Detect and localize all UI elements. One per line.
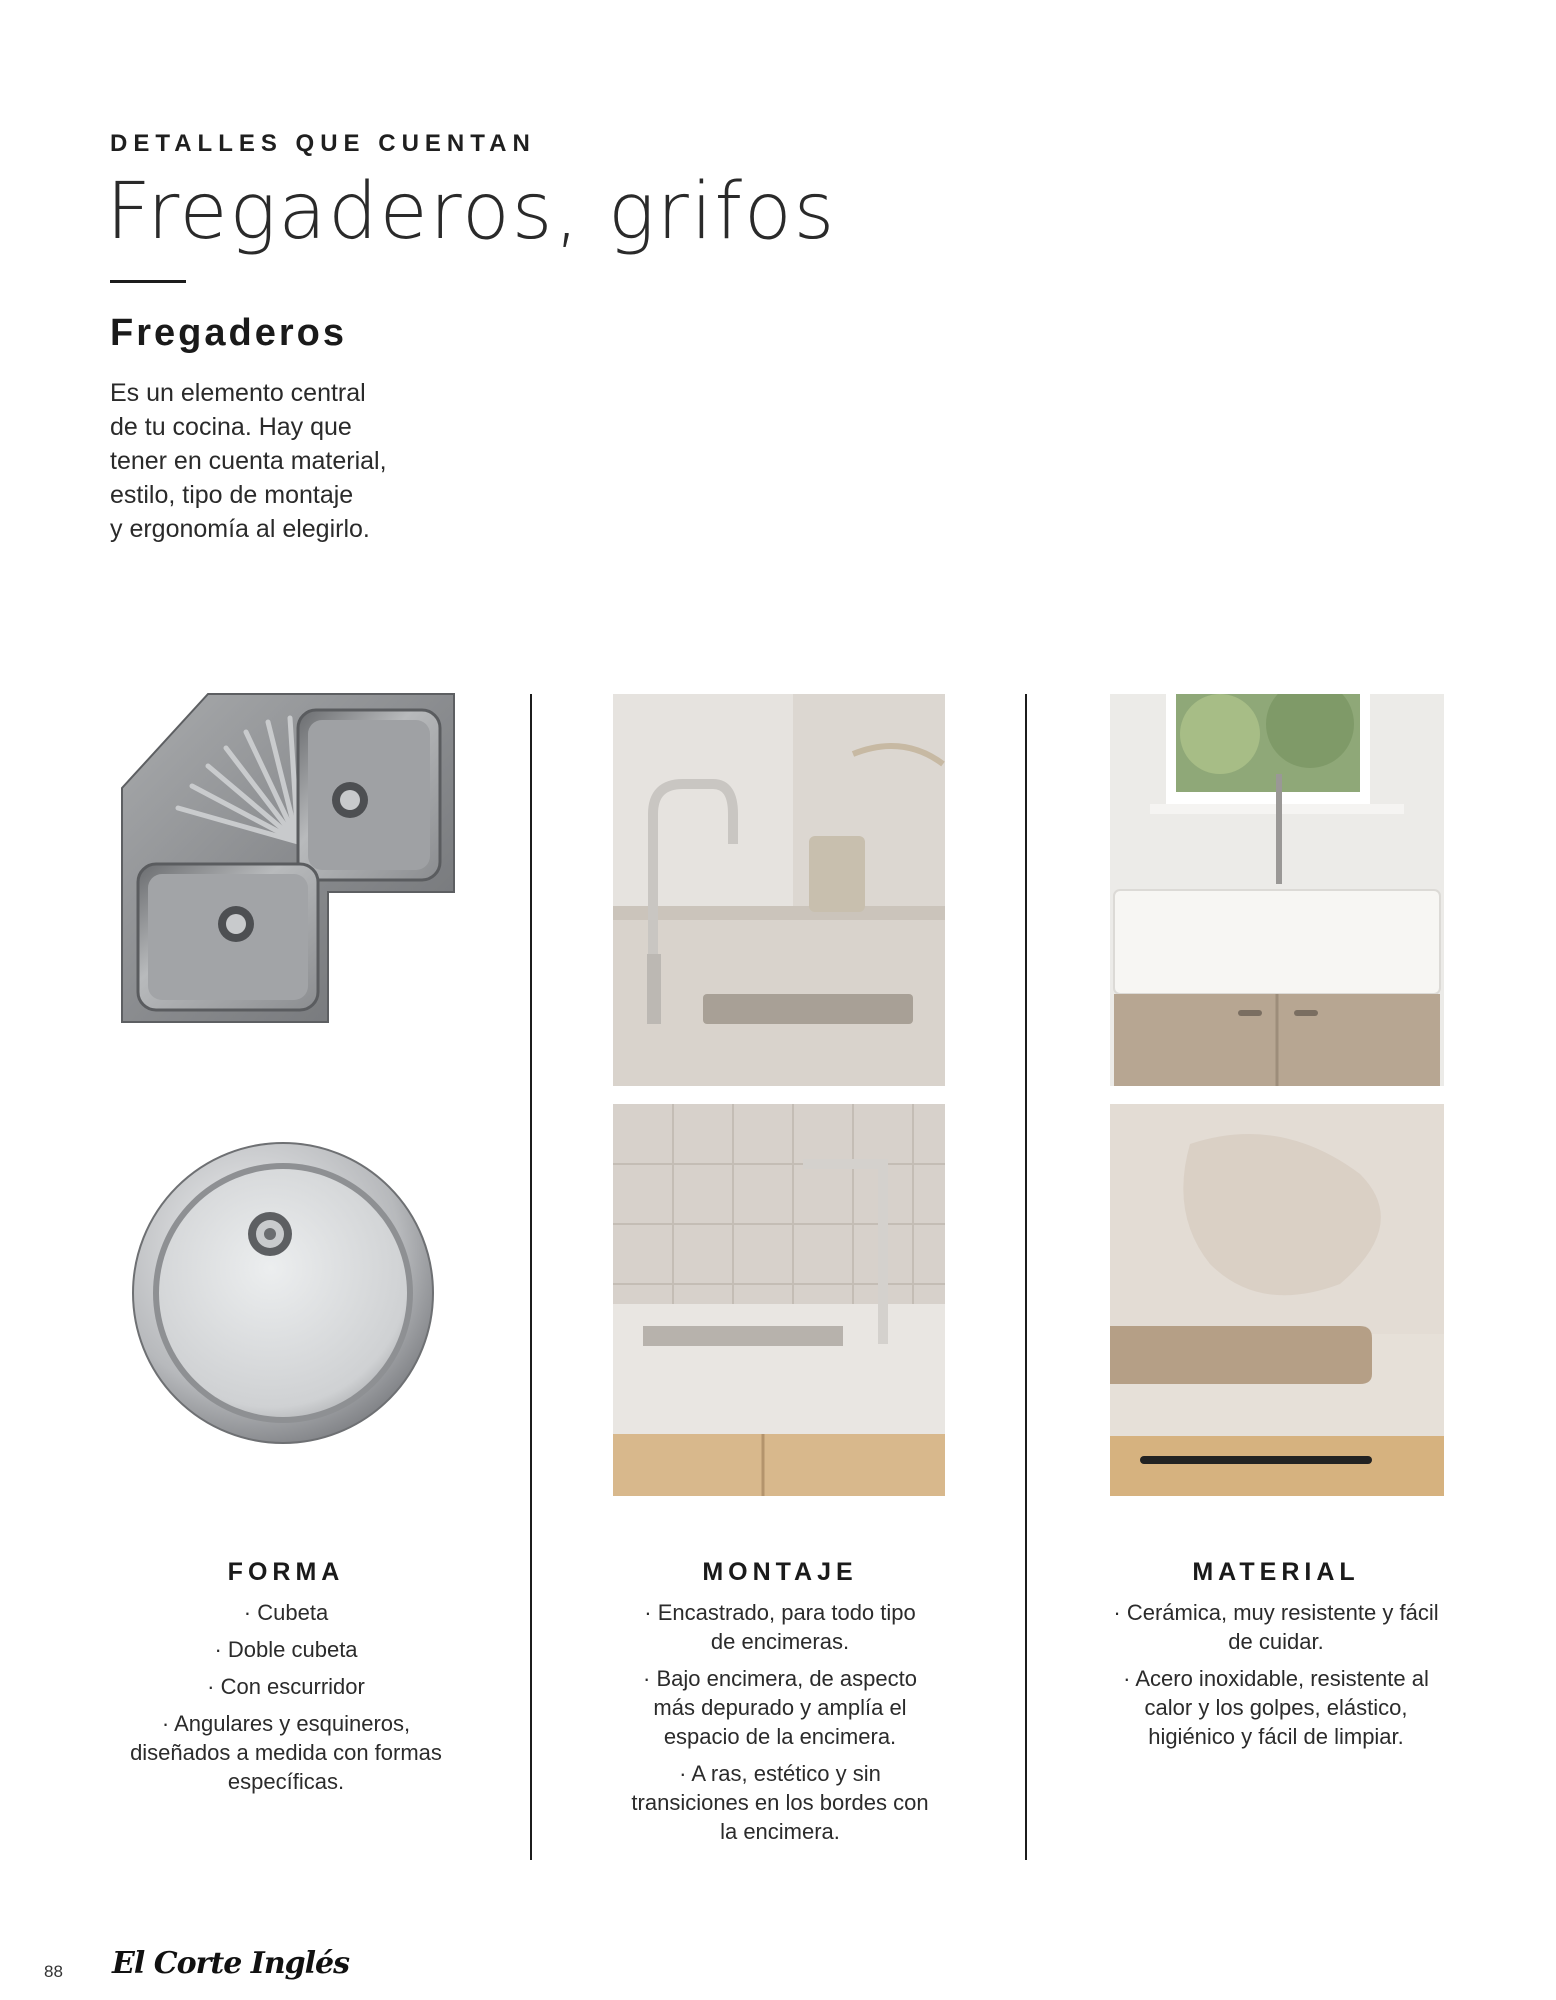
round-sink-image — [130, 1140, 436, 1446]
list-item: · A ras, estético y sin transiciones en los bordes con la encimera. — [631, 1761, 929, 1844]
steel-undermount-photo — [1110, 1104, 1444, 1496]
list-item: · Encastrado, para todo tipo de encimeras. — [644, 1600, 916, 1654]
corner-double-sink-image — [118, 692, 458, 1024]
intro-text — [110, 376, 470, 546]
forma-list — [116, 1598, 456, 1804]
list-item: · Acero inoxidable, resistente al calor y los golpes, elástico, higiénico y fácil de limpiar. — [1123, 1666, 1429, 1749]
column-divider-left — [530, 694, 532, 1860]
list-item: · Con escurridor — [207, 1674, 365, 1699]
intro-line: Es un elemento central — [110, 379, 366, 407]
section-kicker: DETALLES QUE CUENTAN — [110, 130, 536, 157]
montaje-heading: MONTAJE — [702, 1558, 858, 1586]
list-item: · Cubeta — [243, 1600, 329, 1625]
brand-logo: El Corte Inglés — [112, 1946, 349, 1981]
page-number: 88 — [44, 1962, 63, 1981]
list-item: · Doble cubeta — [214, 1637, 358, 1662]
material-heading: MATERIAL — [1192, 1558, 1360, 1586]
intro-line: estilo, tipo de montaje — [110, 481, 354, 509]
intro-line: tener en cuenta material, — [110, 447, 387, 475]
intro-line: y ergonomía al elegirlo. — [110, 515, 370, 543]
ceramic-sink-photo — [1110, 694, 1444, 1086]
material-list — [1106, 1598, 1446, 1759]
inset-sink-photo — [613, 694, 945, 1086]
montaje-list — [630, 1598, 930, 1854]
title-divider — [110, 280, 186, 283]
list-item: · Bajo encimera, de aspecto más depurado y amplía el espacio de la encimera. — [643, 1666, 917, 1749]
list-item: · Angulares y esquineros, diseñados a medida con formas específicas. — [130, 1711, 442, 1794]
list-item: · Cerámica, muy resistente y fácil de cuidar. — [1113, 1600, 1439, 1654]
page-title: Fregaderos, grifos — [106, 167, 837, 257]
column-divider-right — [1025, 694, 1027, 1860]
intro-line: de tu cocina. Hay que — [110, 413, 352, 441]
forma-heading: FORMA — [227, 1558, 345, 1586]
section-title: Fregaderos — [110, 312, 347, 354]
undermount-sink-photo — [613, 1104, 945, 1496]
